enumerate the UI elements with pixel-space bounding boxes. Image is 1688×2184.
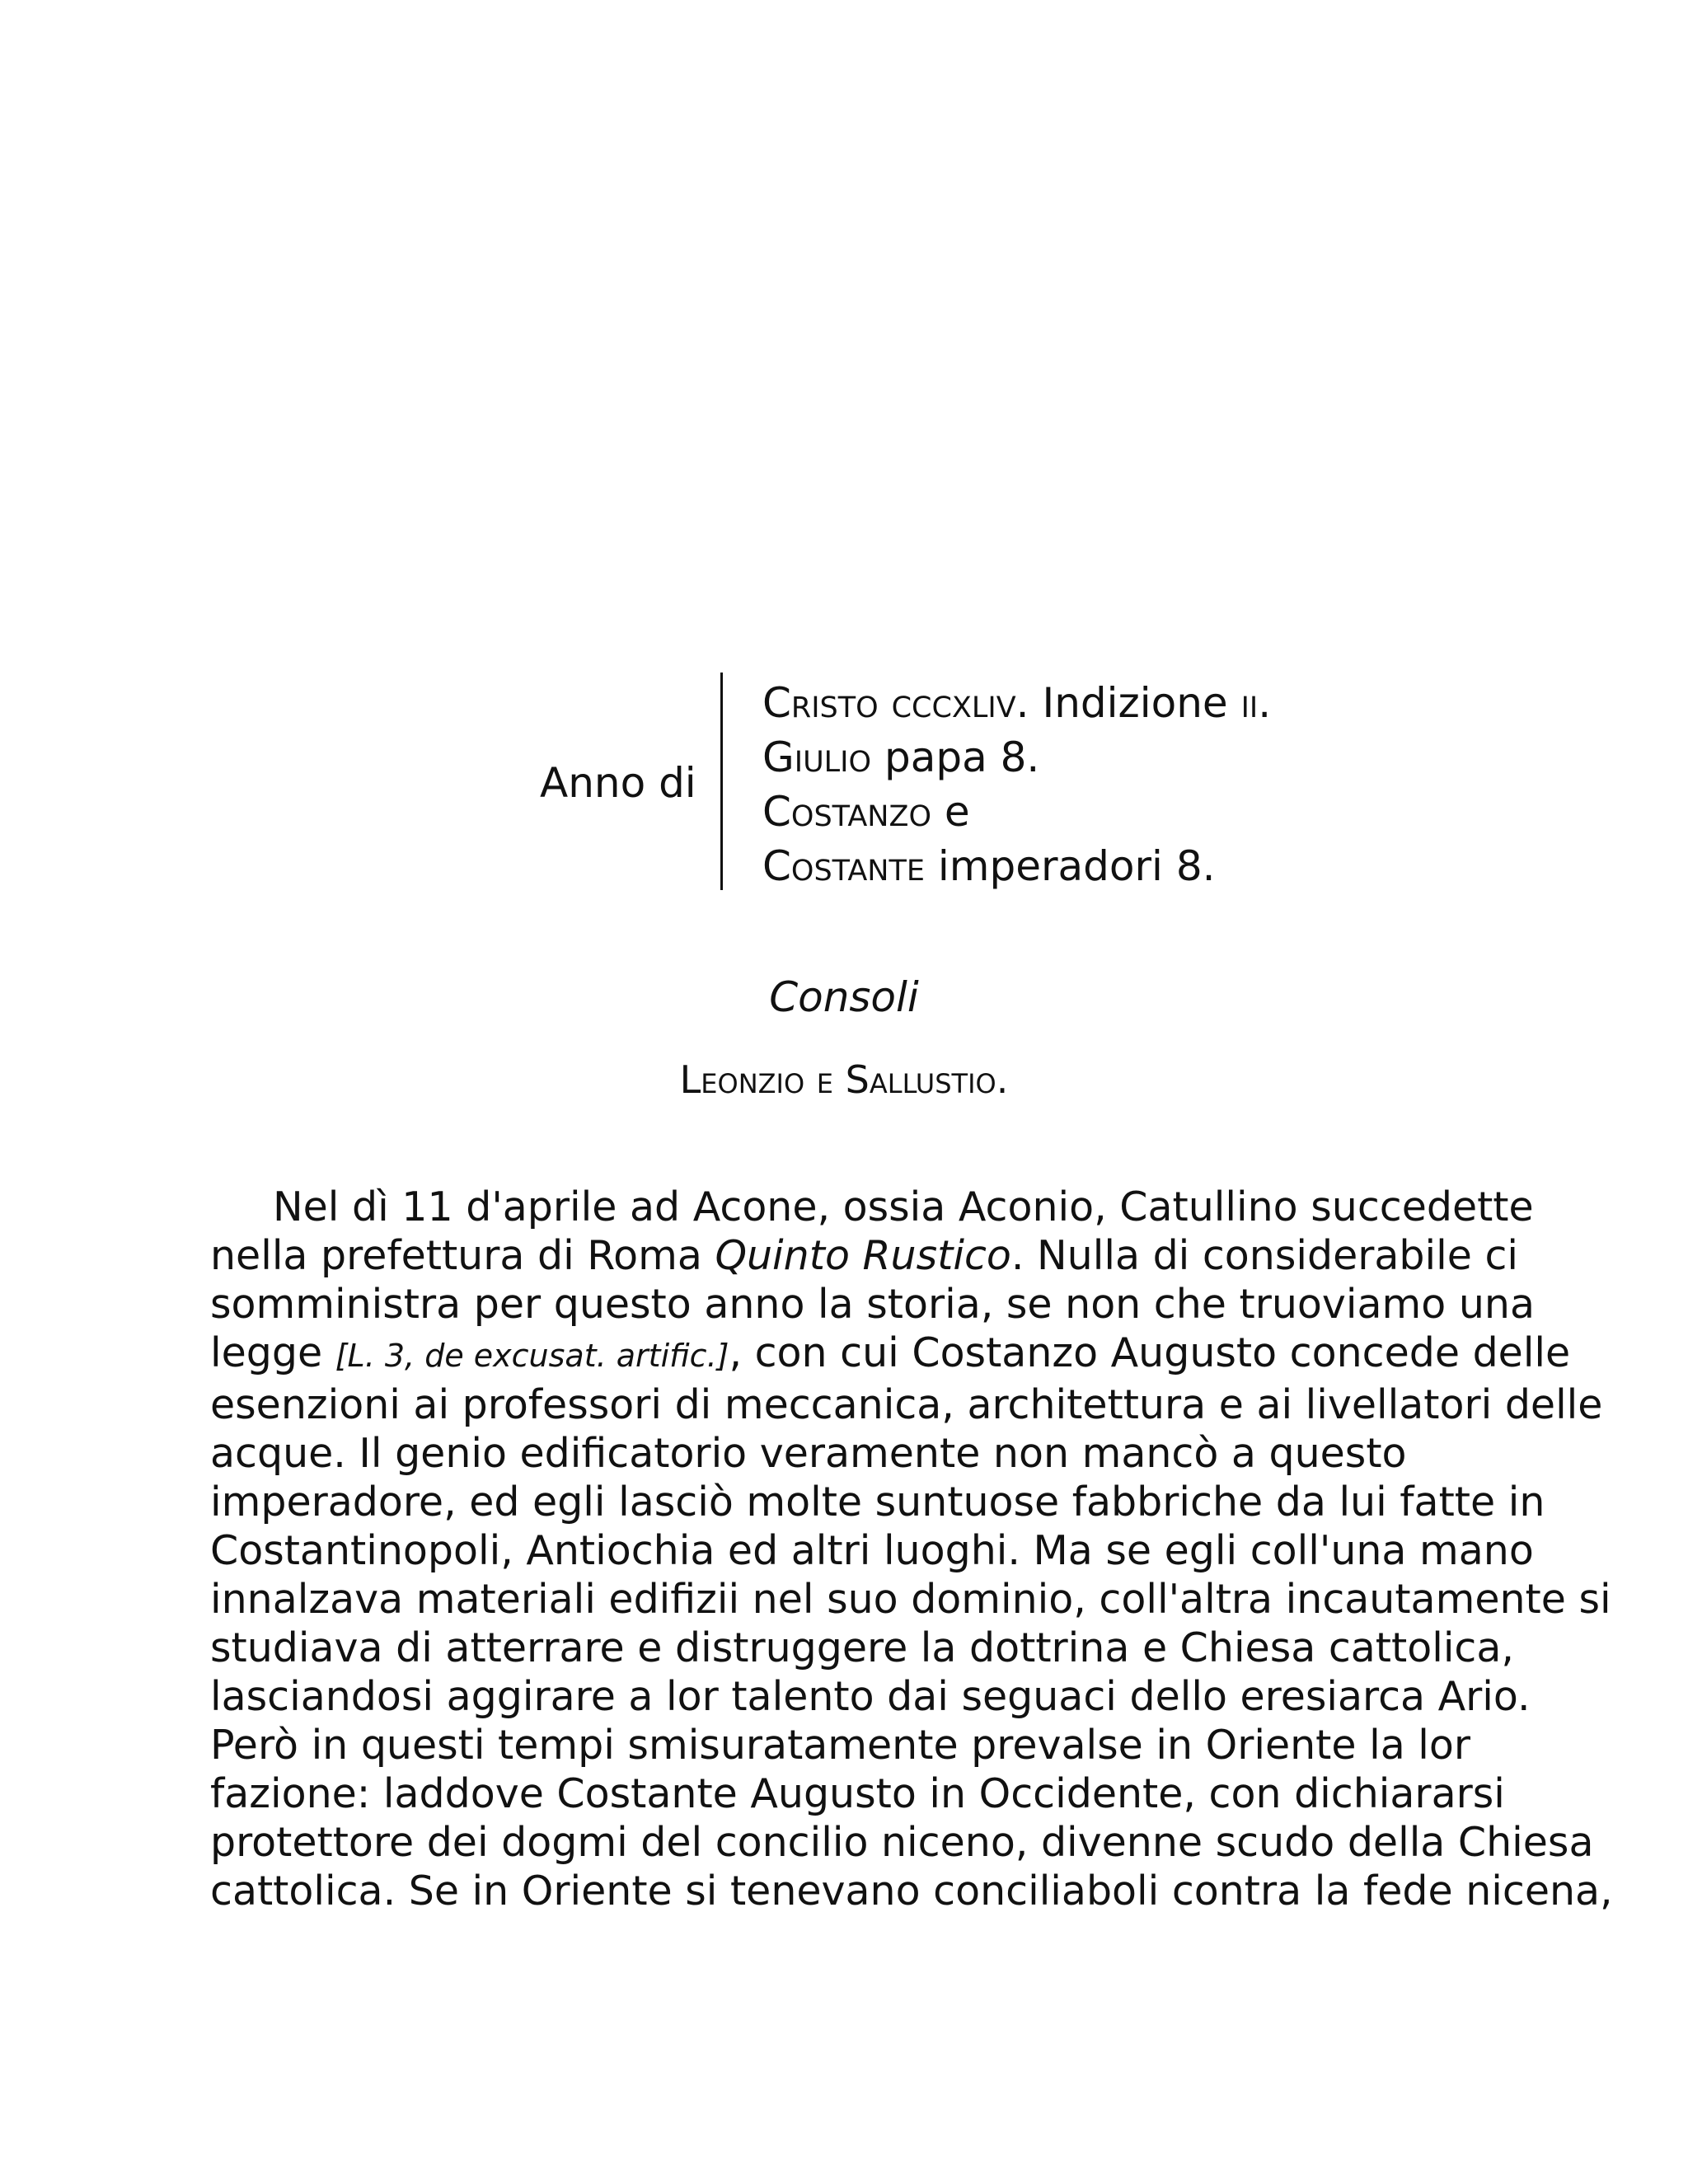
- paragraph-italic-name: Quinto Rustico: [715, 1232, 1011, 1279]
- paragraph-text: nella prefettura di Roma: [210, 1232, 715, 1279]
- paragraph-line: Nel dì 11 d'aprile ad Acone, ossia Aconio, Catullino succedette: [273, 1183, 1534, 1230]
- body-paragraph: [210, 1183, 1613, 1915]
- anno-costanzo-sc: Costanzo: [762, 788, 931, 836]
- anno-line-costante: [762, 839, 1271, 893]
- consul-leonzio: Leonzio: [679, 1057, 805, 1102]
- paragraph-line: studiava di atterrare e distruggere la dottrina e Chiesa cattolica,: [210, 1624, 1514, 1671]
- paragraph-line: lasciandosi aggirare a lor talento dai seguaci dello eresiarca Ario.: [210, 1673, 1531, 1720]
- anno-costanzo-rest: e: [931, 788, 970, 836]
- consoli-heading: Consoli: [769, 973, 919, 1021]
- paragraph-line: imperadore, ed egli lasciò molte suntuose fabbriche da lui fatte in: [210, 1479, 1545, 1526]
- year-header: [0, 0, 1688, 989]
- paragraph-line: Costantinopoli, Antiochia ed altri luoghi. Ma se egli coll'una mano: [210, 1527, 1534, 1574]
- anno-cristo-rest: . Indizione: [1015, 679, 1241, 727]
- anno-label: Anno di: [540, 759, 696, 807]
- paragraph-line: cattolica. Se in Oriente si tenevano conciliaboli contra la fede nicena,: [210, 1868, 1613, 1915]
- anno-cristo-tail: .: [1258, 679, 1272, 727]
- paragraph-line: esenzioni ai professori di meccanica, architettura e ai livellatori delle: [210, 1381, 1603, 1428]
- anno-cristo-sc: Cristo cccxliv: [762, 679, 1016, 727]
- consul-sallustio: Sallustio: [845, 1057, 996, 1102]
- anno-giulio-rest: papa 8.: [871, 733, 1040, 781]
- anno-line-cristo: [762, 676, 1271, 730]
- anno-line-giulio: [762, 730, 1271, 785]
- paragraph-line: [210, 1231, 1519, 1280]
- citation-reference: [L. 3, de excusat. artific.]: [335, 1338, 729, 1374]
- paragraph-text: legge: [210, 1329, 335, 1376]
- divider-line: [720, 673, 723, 890]
- anno-giulio-sc: Giulio: [762, 733, 872, 781]
- anno-line-costanzo: [762, 785, 1271, 839]
- paragraph-text: , con cui Costanzo Augusto concede delle: [729, 1329, 1571, 1376]
- paragraph-line: somministra per questo anno la storia, se non che truoviamo una: [210, 1281, 1535, 1328]
- paragraph-line: acque. Il genio edificatorio veramente non mancò a questo: [210, 1430, 1407, 1477]
- consul-separator: e: [804, 1057, 846, 1102]
- anno-lines: [762, 676, 1271, 893]
- paragraph-line: Però in questi tempi smisuratamente prevalse in Oriente la lor: [210, 1722, 1471, 1769]
- paragraph-line: fazione: laddove Costante Augusto in Occidente, con dichiararsi: [210, 1770, 1505, 1817]
- paragraph-text: . Nulla di considerabile ci: [1010, 1232, 1519, 1279]
- paragraph-line: innalzava materiali edifizii nel suo dominio, coll'altra incautamente si: [210, 1576, 1611, 1623]
- paragraph-line: protettore dei dogmi del concilio niceno, divenne scudo della Chiesa: [210, 1819, 1594, 1866]
- consoli-names: [0, 1055, 1688, 1104]
- anno-costante-rest: imperadori 8.: [924, 842, 1216, 890]
- anno-costante-sc: Costante: [762, 842, 925, 890]
- anno-indizione-sc: ii: [1240, 679, 1259, 727]
- paragraph-line: [210, 1329, 1571, 1380]
- consul-period: .: [996, 1057, 1009, 1102]
